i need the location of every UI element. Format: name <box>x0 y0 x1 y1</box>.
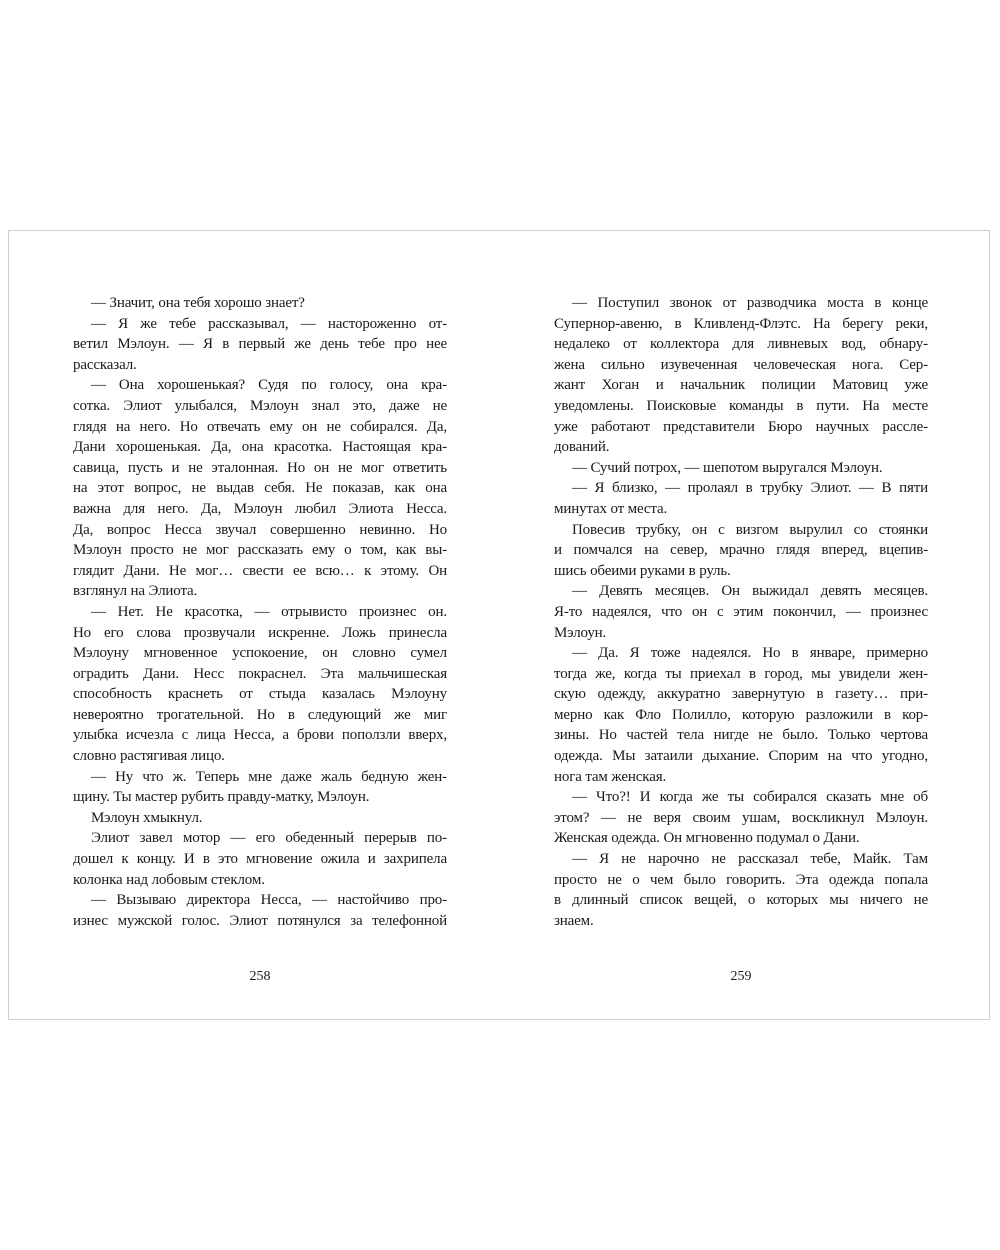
text-line: Мэлоун. <box>554 624 607 641</box>
text-line: сотка. Элиот улыбался, Мэлоун знал это, даже не <box>73 397 447 414</box>
text-line: знаем. <box>554 912 594 929</box>
text-line: — Что?! И когда же ты собирался сказать мне об <box>572 789 928 806</box>
text-line: — Я близко, — пролаял в трубку Элиот. — В пяти <box>572 480 928 497</box>
text-line: щину. Ты мастер рубить правду-матку, Мэлоун. <box>73 789 370 806</box>
page-number: 259 <box>730 969 752 984</box>
text-line: невероятно трогательной. Но в следующий же миг <box>73 706 447 723</box>
text-line: тогда же, когда ты приехал в город, мы увидели жен- <box>554 665 928 682</box>
text-line: дований. <box>554 439 610 456</box>
text-line: — Я же тебе рассказывал, — настороженно от- <box>91 315 447 332</box>
text-line: просто не о чем было говорить. Эта одежда попала <box>554 871 928 888</box>
text-line: — Поступил звонок от разводчика моста в конце <box>572 295 928 311</box>
text-line: Дани хорошенькая. Да, она красотка. Настоящая кра- <box>73 439 447 456</box>
text-line: Женская одежда. Он мгновенно подумал о Дани. <box>554 830 860 847</box>
text-line: — Значит, она тебя хорошо знает? <box>91 295 305 311</box>
right-page-text <box>554 293 928 933</box>
text-line: Супернор-авеню, в Кливленд-Флэтс. На берегу реки, <box>554 315 928 332</box>
text-line: минутах от места. <box>554 500 668 517</box>
text-line: мерно как Фло Полилло, которую разложили в кор- <box>554 706 928 723</box>
text-line: нога там женская. <box>554 768 667 785</box>
text-line <box>73 931 447 933</box>
text-line: Мэлоуну мгновенное успокоение, он словно сумел <box>73 645 447 662</box>
text-line: — Я не нарочно не рассказал тебе, Майк. Там <box>572 851 928 868</box>
text-line: Повесив трубку, он с визгом вырулил со стоянки <box>572 521 928 538</box>
text-line: изнес мужской голос. Элиот потянулся за телефонной <box>73 912 447 929</box>
text-line: дошел к концу. И в это мгновение ожила и захрипела <box>73 851 447 868</box>
text-line: этом? — не веря своим ушам, воскликнул Мэлоун. <box>554 809 928 826</box>
text-line: глядя на него. Но отвечать ему он не собирался. Да, <box>73 418 447 435</box>
text-line: глядит Дани. Не мог… свести ее всю… к этому. Он <box>73 562 447 579</box>
text-line: — Сучий потрох, — шепотом выругался Мэлоун. <box>572 459 883 476</box>
text-line: — Да. Я тоже надеялся. Но в январе, примерно <box>572 645 928 662</box>
text-line: колонка над лобовым стеклом. <box>73 871 265 888</box>
text-line: савица, пусть и не эталонная. Но он не мог ответить <box>73 459 447 476</box>
text-line: оградить Дани. Несс покраснел. Эта мальчишеская <box>73 665 447 682</box>
text-line: Да, вопрос Несса звучал совершенно невинно. Но <box>73 521 447 538</box>
text-line: Но его слова прозвучали искренне. Ложь принесла <box>73 624 447 641</box>
text-line: на этот вопрос, не выдав себя. Не показав, как она <box>73 480 447 497</box>
text-line: ветил Мэлоун. — Я в первый же день тебе про нее <box>73 336 447 353</box>
text-line: жант Хоган и начальник полиции Матовиц уже <box>554 377 928 394</box>
text-line: в длинный список вещей, о которых мы ничего не <box>554 892 928 909</box>
book-spread <box>8 230 990 1020</box>
text-line <box>554 931 928 933</box>
text-line: — Вызываю директора Несса, — настойчиво про- <box>91 892 447 909</box>
text-line: уведомлены. Поисковые команды в пути. На месте <box>554 397 928 414</box>
text-line: словно растягивая лицо. <box>73 748 225 765</box>
left-page-text <box>73 293 447 933</box>
text-line: Элиот завел мотор — его обеденный перерыв по- <box>91 830 447 847</box>
text-line: жена сильно изувеченная человеческая нога. Сер- <box>554 356 928 373</box>
text-line: — Девять месяцев. Он выжидал девять месяцев. <box>572 583 928 600</box>
text-line: Я-то надеялся, что он с этим покончил, — произнес <box>554 603 928 620</box>
text-line: скую одежду, аккуратно завернутую в газету… при- <box>554 686 928 703</box>
page-number: 258 <box>249 969 271 984</box>
text-line: способность краснеть от стыда казалась Мэлоуну <box>73 686 447 703</box>
text-line: рассказал. <box>73 356 137 373</box>
text-line: — Ну что ж. Теперь мне даже жаль бедную жен- <box>91 768 447 785</box>
text-line: уже работают представители Бюро научных рассле- <box>554 418 928 435</box>
left-page <box>73 293 447 1013</box>
text-line: взглянул на Элиота. <box>73 583 198 600</box>
text-line: шись обеими руками в руль. <box>554 562 731 579</box>
text-line: и помчался на север, мрачно глядя вперед, вцепив- <box>554 542 928 559</box>
text-line: зины. Но частей тела нигде не было. Только чертова <box>554 727 928 744</box>
text-line: важна для него. Да, Мэлоун любил Элиота Несса. <box>73 500 447 517</box>
text-line: недалеко от коллектора для ливневых вод, обнару- <box>554 336 928 353</box>
text-line: Мэлоун хмыкнул. <box>91 809 203 826</box>
text-line: — Она хорошенькая? Судя по голосу, она кра- <box>91 377 447 394</box>
text-line: одежда. Мы затаили дыхание. Спорим на что угодно, <box>554 748 928 765</box>
text-line: улыбка исчезла с лица Несса, а брови поползли вверх, <box>73 727 447 744</box>
text-line: Мэлоун просто не мог рассказать ему о том, как вы- <box>73 542 447 559</box>
right-page <box>554 293 928 1013</box>
text-line: — Нет. Не красотка, — отрывисто произнес он. <box>91 603 447 620</box>
